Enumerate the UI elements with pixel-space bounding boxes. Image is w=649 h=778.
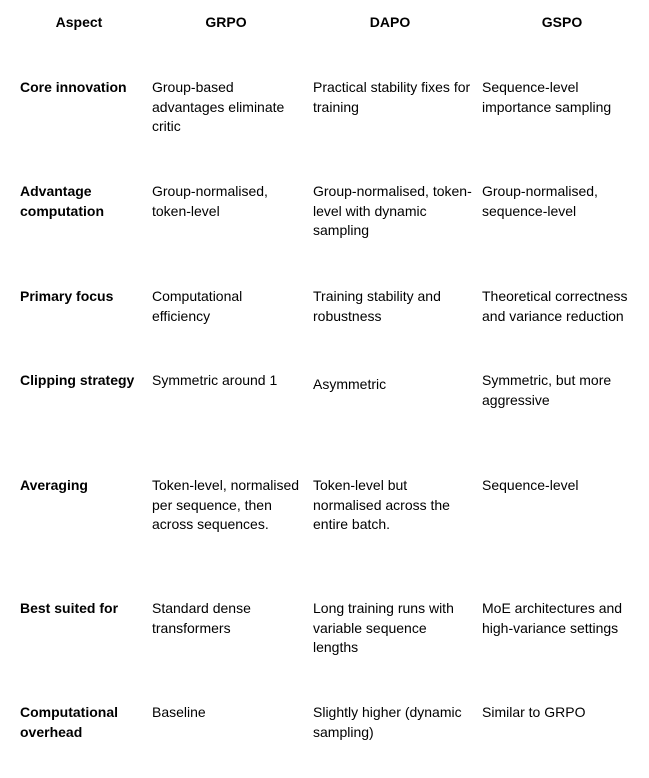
column-header-grpo: GRPO xyxy=(205,14,247,30)
column-header-aspect: Aspect xyxy=(55,14,103,30)
table-header-row xyxy=(0,13,649,33)
cell-grpo: Baseline xyxy=(152,704,206,720)
cell-grpo: Symmetric around 1 xyxy=(152,372,278,388)
cell-dapo: Asymmetric xyxy=(313,376,387,392)
cell-dapo: Token-level but normalised across the entire batch. xyxy=(313,477,450,532)
cell-dapo: Slightly higher (dynamic sampling) xyxy=(313,704,462,740)
cell-dapo: Practical stability fixes for training xyxy=(313,79,471,115)
cell-grpo: Token-level, normalised per sequence, then across sequences. xyxy=(152,477,300,532)
row-label: Best suited for xyxy=(20,600,119,616)
cell-gspo: Sequence-level xyxy=(482,477,579,493)
column-header-gspo: GSPO xyxy=(541,14,583,30)
column-header-dapo: DAPO xyxy=(369,14,411,30)
cell-gspo: Symmetric, but more aggressive xyxy=(482,372,612,408)
row-label: Advantage computation xyxy=(20,183,104,219)
cell-dapo: Training stability and robustness xyxy=(313,288,441,324)
cell-gspo: Group-normalised, sequence-level xyxy=(482,183,598,219)
cell-grpo: Computational efficiency xyxy=(152,288,243,324)
row-label: Averaging xyxy=(20,477,88,493)
cell-grpo: Standard dense transformers xyxy=(152,600,251,636)
row-label: Clipping strategy xyxy=(20,372,135,388)
cell-gspo: Theoretical correctness and variance reduction xyxy=(482,288,628,324)
row-label: Core innovation xyxy=(20,79,127,95)
cell-gspo: Sequence-level importance sampling xyxy=(482,79,612,115)
cell-dapo: Group-normalised, token-level with dynamic sampling xyxy=(313,183,472,238)
cell-gspo: Similar to GRPO xyxy=(482,704,586,720)
cell-grpo: Group-normalised, token-level xyxy=(152,183,268,219)
cell-grpo: Group-based advantages eliminate critic xyxy=(152,79,285,134)
row-label: Computational overhead xyxy=(20,704,118,740)
cell-dapo: Long training runs with variable sequence lengths xyxy=(313,600,454,655)
cell-gspo: MoE architectures and high-variance settings xyxy=(482,600,623,636)
row-label: Primary focus xyxy=(20,288,114,304)
